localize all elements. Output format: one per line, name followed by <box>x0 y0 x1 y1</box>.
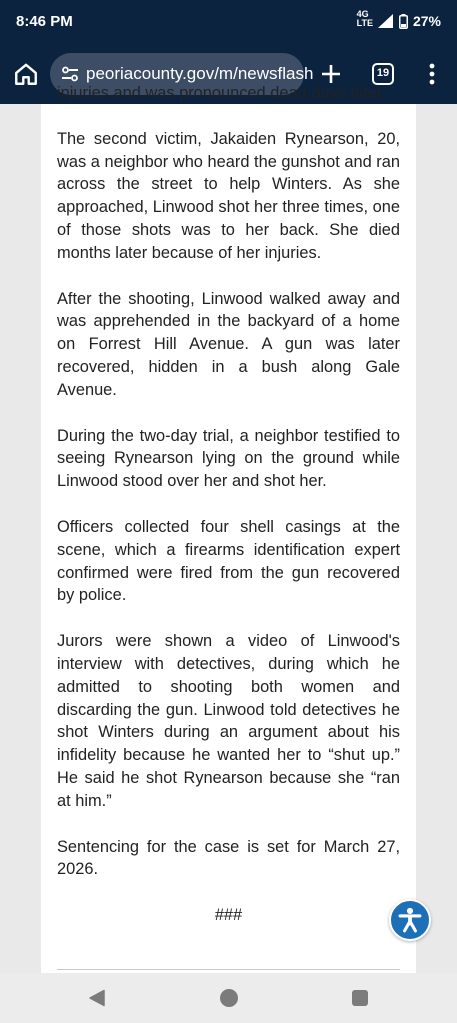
web-content[interactable] <box>0 84 457 973</box>
content-divider <box>57 969 400 970</box>
status-icons <box>356 9 441 30</box>
article-paragraph: After the shooting, Linwood walked away and was apprehended in the backyard of a home on Forrest Hill Avenue. A gun was later recovered, hidden in a bush along Gale Avenue. <box>57 289 400 399</box>
tune-icon[interactable] <box>60 64 80 84</box>
signal-icon <box>378 14 394 28</box>
article-paragraph: Sentencing for the case is set for March 27, 2026. <box>57 837 400 879</box>
home-icon[interactable] <box>13 61 39 87</box>
network-subtype: LTE <box>356 18 373 28</box>
more-vert-icon[interactable] <box>424 61 440 87</box>
article-paragraph: The second victim, Jakaiden Rynearson, 20, was a neighbor who heard the gunshot and ran across the street to help Winters. As she approached, Linwood shot her three times, one of those shots was to her back. She died months later because of her injuries. <box>57 129 400 262</box>
status-bar <box>0 0 457 44</box>
network-type: 4G <box>356 9 369 19</box>
system-nav-bar <box>0 973 457 1023</box>
network-indicator <box>357 10 373 28</box>
recents-square-icon[interactable] <box>352 990 368 1006</box>
status-time: 8:46 PM <box>16 13 73 30</box>
article-paragraph: injuries and was pronounced dead days later. <box>57 84 386 102</box>
url-text[interactable]: peoriacounty.gov/m/newsflash <box>86 64 314 83</box>
article-paragraph: Officers collected four shell casings at the scene, which a firearms identification expert confirmed were fired from the gun recovered by police. <box>57 517 400 605</box>
article-end-mark: ### <box>214 906 243 925</box>
article-paragraph: Jurors were shown a video of Linwood's interview with detectives, during which he admitted to shooting both women and discarding the gun. Linwood told detectives he shot Winters during an argument about his infidelity because he wanted her to “shut up.” He said he shot Rynearson because she “ran at him.” <box>57 632 400 810</box>
accessibility-icon[interactable] <box>389 899 431 941</box>
back-triangle-icon[interactable] <box>88 989 106 1007</box>
tab-switcher-button[interactable]: 19 <box>372 63 394 85</box>
battery-percent: 27% <box>412 13 441 29</box>
article-body <box>57 82 400 950</box>
home-circle-icon[interactable] <box>220 989 238 1007</box>
battery-icon <box>399 14 408 29</box>
article-paragraph: During the two-day trial, a neighbor testified to seeing Rynearson lying on the ground while Linwood stood over her and shot her. <box>57 426 400 491</box>
